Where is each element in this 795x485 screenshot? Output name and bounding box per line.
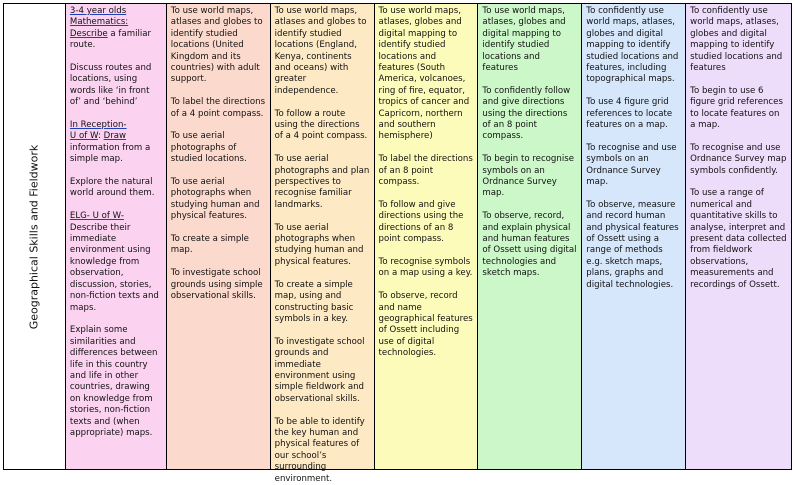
eyfs-item-5: ELG- U of W- Describe their immediate environment using knowledge from observation, discussion, stories, non-fiction texts and maps. [69, 211, 159, 313]
column-eyfs [66, 4, 167, 469]
y4-item-2: To confidently follow and give directions using the directions of an 8 point compass. [482, 85, 571, 142]
y4-item-1: To use world maps, atlases, globes and digital mapping to identify studied locations and features [482, 6, 566, 74]
y1-item-1: To use world maps, atlases and globes to identify studied locations (United Kingdom and its countries) with adult support. [170, 6, 263, 85]
eyfs-item-3: In Reception- U of W: Draw information from a simple map. [69, 120, 151, 165]
y2-item-7: To be able to identify the key human and physical features of our school’s surrounding environment. [274, 416, 365, 484]
y6-item-2: To begin to use 6 figure grid references to locate features on a map. [690, 85, 783, 131]
y1-item-3: To use aerial photographs of studied locations. [170, 131, 247, 165]
y5-item-1: To confidently use world maps, atlases, globes and digital mapping to identify studied locations and features, including topographical maps. [586, 6, 679, 85]
curriculum-table [3, 3, 792, 484]
y3-item-3: To follow and give directions using the directions of an 8 point compass. [378, 199, 464, 245]
row-label: Geographical Skills and Fieldwork [27, 144, 41, 329]
y2-item-4: To use aerial photographs when studying human and physical features. [274, 222, 364, 267]
y1-item-2: To label the directions of a 4 point compass. [170, 97, 266, 119]
y2-item-3: To use aerial photographs and plan perspectives to recognise familiar landmarks. [274, 154, 370, 210]
column-year-1 [167, 4, 271, 469]
row-header [4, 4, 66, 469]
y5-item-4: To observe, measure and record human and physical features of Ossett using a range of methods e.g. sketch maps, plans, graphs and digital technologies. [586, 199, 679, 290]
y3-item-1: To use world maps, atlases, globes and digital mapping to identify studied locations and features (South America, volcanoes, ring of fire, equator, tropics of cancer and Capricorn, northern and southern hemisphere) [378, 6, 470, 142]
y1-item-6: To investigate school grounds using simple observational skills. [170, 268, 263, 302]
mathematics-heading: Mathematics: [69, 17, 129, 28]
eyfs-item-1: Describe a familiar route. [69, 28, 152, 51]
y4-item-3: To begin to recognise symbols on an Ordnance Survey map. [482, 154, 574, 199]
y4-item-4: To observe, record, and explain physical and human features of Ossett using digital technologies and sketch maps. [482, 211, 577, 279]
eyfs-heading [70, 6, 162, 29]
y2-item-5: To create a simple map, using and constructing basic symbols in a key. [274, 279, 354, 324]
y5-item-3: To recognise and use symbols on an Ordnance Survey map. [586, 142, 677, 188]
y6-item-1: To confidently use world maps, atlases, globes and digital mapping to identify studied locations and features [690, 6, 783, 74]
y6-item-4: To use a range of numerical and quantitative skills to analyse, interpret and present data collected from fieldwork observations, measurements and recordings of Ossett. [690, 188, 787, 290]
y3-item-4: To recognise symbols on a map using a key. [378, 256, 473, 279]
y2-item-6: To investigate school grounds and immediate environment using simple fieldwork and observational skills. [274, 336, 365, 404]
y1-item-4: To use aerial photographs when studying human and physical features. [170, 177, 260, 222]
column-year-5 [582, 4, 686, 469]
column-year-6 [686, 4, 791, 469]
eyfs-item-6: Explain some similarities and differences between life in this country and life in other countries, drawing on knowledge from stories, non-fiction texts and (when appropriate) maps. [69, 325, 158, 438]
age-range-heading: 3-4 year olds [69, 6, 127, 16]
y5-item-2: To use 4 figure grid references to locate features on a map. [586, 97, 673, 131]
column-year-2 [271, 4, 375, 484]
y6-item-3: To recognise and use Ordnance Survey map symbols confidently. [690, 142, 787, 176]
eyfs-item-4: Explore the natural world around them. [69, 177, 155, 199]
y3-item-5: To observe, record and name geographical features of Ossett including use of digital technologies. [378, 291, 473, 359]
y2-item-2: To follow a route using the directions of a 4 point compass. [274, 108, 368, 142]
y1-item-5: To create a simple map. [170, 234, 249, 256]
y3-item-2: To label the directions of an 8 point compass. [378, 154, 473, 188]
column-year-3 [375, 4, 479, 469]
column-year-4 [478, 4, 582, 469]
y2-item-1: To use world maps, atlases and globes to identify studied locations (England, Kenya, continents and oceans) with greater independence. [274, 6, 367, 96]
eyfs-item-2: Discuss routes and locations, using words like ‘in front of’ and ‘behind’ [69, 63, 152, 108]
